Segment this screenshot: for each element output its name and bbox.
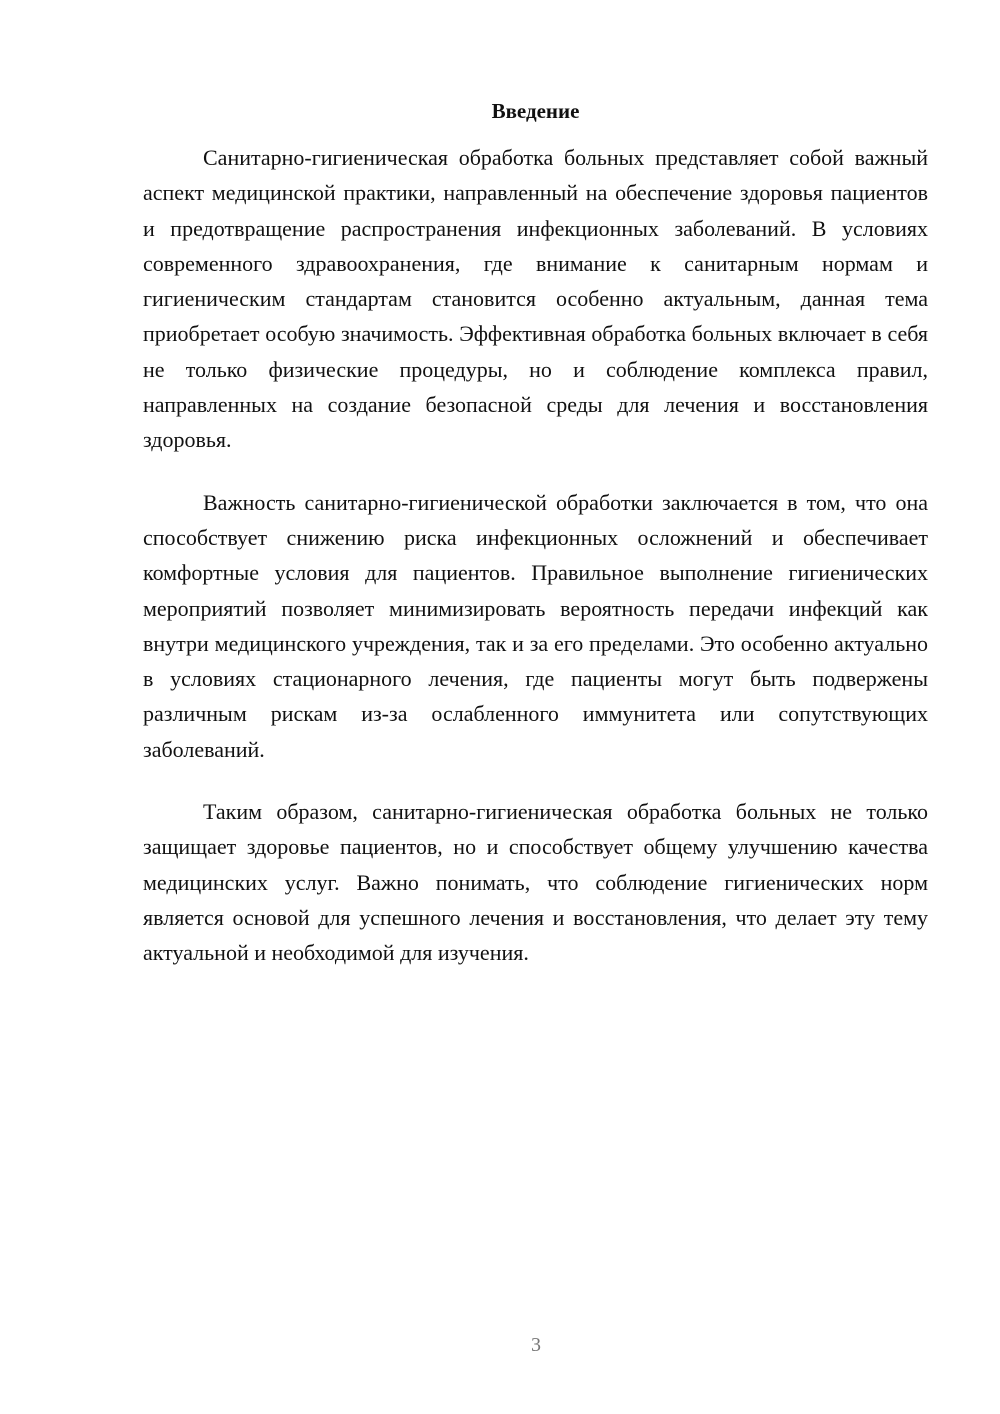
paragraph-3: Таким образом, санитарно-гигиеническая обработка больных не только защищает здоровье пациентов, но и способствует общему улучшению качества медицинских услуг. Важно понимать, что соблюдение гигиенических норм является основой для успешного лечения и восстановления, что делает эту тему актуальной и необходимой для изучения.	[143, 799, 928, 966]
document-page	[143, 96, 928, 998]
paragraph-2: Важность санитарно-гигиенической обработки заключается в том, что она способствует снижению риска инфекционных осложнений и обеспечивает комфортные условия для пациентов. Правильное выполнение гигиенических мероприятий позволяет минимизировать вероятность передачи инфекций как внутри медицинского учреждения, так и за его пределами. Это особенно актуально в условиях стационарного лечения, где пациенты могут быть подвержены различным рискам из-за ослабленного иммунитета или сопутствующих заболеваний.	[143, 489, 928, 762]
section-title: Введение	[491, 99, 580, 123]
paragraph-1: Санитарно-гигиеническая обработка больных представляет собой важный аспект медицинской практики, направленный на обеспечение здоровья пациентов и предотвращение распространения инфекционных заболеваний. В условиях современного здравоохранения, где внимание к санитарным нормам и гигиеническим стандартам становится особенно актуальным, данная тема приобретает особую значимость. Эффективная обработка больных включает в себя не только физические процедуры, но и соблюдение комплекса правил, направленных на создание безопасной среды для лечения и восстановления здоровья.	[143, 145, 928, 453]
page-number: 3	[531, 1334, 541, 1356]
